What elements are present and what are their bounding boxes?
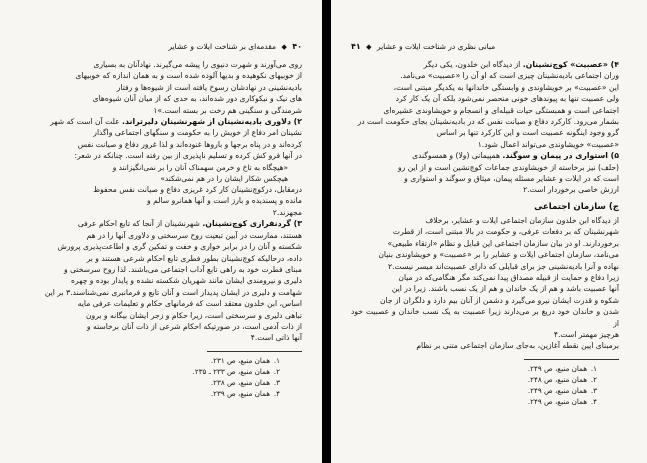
section-5 — [351, 150, 619, 196]
text-line: از خوبیهای نکوهیده و بدیها آلوده شده است و به همان اندازه که خوبیهای — [75, 71, 302, 81]
text-line — [12, 116, 302, 127]
text-line: ولی عصبیت تنها به پیوندهای خونی منحصر نمی‌شود بلکه آن یک کار کرد — [395, 94, 619, 104]
text-line: روی می‌آورند و شهرت دنیوی را پیشه می‌گیرند. نهادآنان به بسیاری — [93, 60, 302, 69]
footnote-number: ۱. — [590, 363, 597, 373]
quote-line: «هیچگاه به تاخ و خرمن سهمناک آنان را بر نمی‌انگیزانند و — [112, 162, 288, 172]
left-page-number: ۴۰ — [292, 42, 302, 51]
footnote-divider — [524, 359, 619, 360]
left-header-title: مقدمه‌ای بر شناخت ایلات و عشایر — [168, 42, 277, 51]
footnote — [12, 355, 302, 366]
text-line: شهامت و دلیری در ایشان پدیدار است و آنان تابع و فرمانبری نمی‌شناسند.۳ بر این — [44, 287, 302, 297]
text-line: از دیدگاه ابن خلدون سازمان اجتماعی ایلات و عشایر، برخلاف — [425, 215, 619, 225]
text-line: از ذات آدمی است، در صورتیکه احکام شرعی از ذات آنان برخاسته و — [86, 321, 302, 331]
left-page — [0, 0, 322, 463]
footnote-divider — [207, 351, 302, 352]
footnote-text: همان منبع، ص ۲۴۹. — [527, 385, 587, 395]
text-line: است که در ایلات و عشایر مسئله پیمان، میثاق و سوگند و استواری و — [404, 174, 619, 184]
text-line: «عصبیت» خویشاوندی می‌تواند اعمال شود.۱ — [477, 139, 619, 149]
section-4-first-line: از دیدگاه ابن خلدون، یکی دیگر — [423, 60, 521, 69]
text-line: بشمار می‌رود. کارکرد دفاع و صیانت نفس که در بادیه‌نشینان بجای حکومت است در — [357, 117, 619, 127]
text-line — [12, 218, 302, 229]
footnote-text: همان منبع، ص ۲۳۳ ـ ۲۳۵. — [192, 366, 270, 376]
right-header-title: مبانی نظری در شناخت ایلات و عشایر — [376, 42, 496, 51]
text-line: آنها عصبیت باشد و هم از یک خاندان و هم از یک نسب باشند. زیرا در این — [391, 284, 619, 294]
text-line: های نیک و نیکوکاری دور شده‌اند، به حدی که از میان آنان شیوه‌های — [92, 94, 302, 104]
footnote — [12, 388, 302, 399]
section-3 — [12, 218, 302, 343]
footnote-text: همان منبع، ص ۲۳۹. — [210, 388, 270, 398]
right-page — [331, 0, 647, 463]
text-line: نهاده و آنرا بادیه‌نشینی جز برای قبایلی که دارای عصبیت‌اند میسر نیست.۲ — [388, 261, 619, 271]
footnote-text: همان منبع، ص ۲۴۹. — [527, 396, 587, 406]
left-intro-paragraph — [12, 59, 302, 116]
text-line: تباهی دلیری و سرسختی است، زیرا حکام و زجر ایشان بیگانه و برون — [85, 310, 302, 320]
text-line: این «عصبیت» بر خویشاوندی و وابستگی خاندانها به یکدیگر مبتنی است، — [393, 82, 619, 92]
footnote — [351, 374, 619, 385]
text-line: در آنها فرو کش کرده و تسلیم ناپذیری از بین رفته است. چنانکه در شعر: — [74, 151, 302, 161]
footnote-text: همان منبع، ص ۲۳۸. — [210, 377, 270, 387]
text-line: شکسته و آنان را در برابر خواری و خفت و تمکین گری و اطاعت‌پذیری پرورش — [57, 242, 302, 252]
text-line: کرده‌اند و در پناه برجها و باروها غنوده‌اند و لذا غرور دفاع و صیانت نفس — [77, 139, 302, 149]
text-line: ارزش خاصی برخوردار است.۲ — [523, 185, 619, 195]
section-c-title: ج) سازمان اجتماعی — [534, 201, 619, 212]
text-line: مبنای فطرت خود به راهی تابع آداب اجتماعی می‌باشند. لذا روح سرسختی و — [64, 264, 302, 274]
text-line: هرچیز مهمتر است.۴ — [553, 329, 619, 339]
text-line: شکوه و قدرت ایشان نیرو می‌گیرد و دشمن از آنان بیم دارد و دلگران از جان — [379, 295, 619, 305]
text-line: اساس، ابن خلدون معتقد است که فرمانهای حکام و تعلیمات عرفی مایه — [77, 299, 302, 309]
text-line: (حلف) نیز برخاسته از خویشاوندی جماعات کوچ‌نشین است و از این رو — [398, 162, 619, 172]
footnote — [12, 366, 302, 377]
section-5-heading: ۵) استواری در پیمان و سوگند. — [502, 151, 619, 161]
right-footnotes — [351, 363, 619, 407]
section-4 — [351, 59, 619, 150]
section-4-heading: ۴) «عصبیت» کوچ‌نشینان. — [522, 60, 619, 69]
bullet-icon: ◆ — [366, 43, 372, 51]
section-5-first-line: همپیمانی (ولا) و همسوگندی — [412, 151, 500, 161]
left-header-group — [168, 42, 302, 51]
footnote-number: ۴. — [590, 396, 597, 406]
text-line: مانده و پسندیده و بارز است و آنها همانرو سالم و — [147, 196, 302, 206]
footnote-number: ۱. — [273, 355, 280, 365]
bullet-icon: ◆ — [281, 43, 287, 51]
left-footnotes — [12, 355, 302, 399]
section-c-closing: برمبنای ایین نقطه آغازین، به‌جای سازمان اجتماعی متنی بر نظام — [416, 341, 619, 351]
footnote — [351, 396, 619, 407]
footnote-number: ۲. — [590, 374, 597, 384]
text-line: گرو وجود اینگونه عصبیت است و این کارکرد تنها بر اساس — [436, 128, 619, 138]
section-2-heading: ۲) دلاوری بادیه‌نشینان از شهرنشینان دلیرتر‌اند. — [122, 117, 302, 127]
right-header-group — [351, 42, 495, 51]
text-line: وران اجتماعی بادیه‌نشینان چیزی است که او آن را «عصبیت» می‌نامد. — [400, 71, 619, 81]
text-line: آنها ذاتی است.۴ — [250, 333, 302, 343]
footnote-number: ۳. — [273, 377, 280, 387]
text-line — [351, 59, 619, 70]
text-line: مجهزند.۲ — [272, 207, 302, 217]
text-line: نشینان امر دفاع از خویش را به حکومت و سنگهای اجتماعی واگذار — [93, 128, 302, 138]
text-line — [351, 150, 619, 161]
text-line: می‌نامد، سازمان اجتماعی ایلات و عشایر را بر «عصبیت» و خویشاوندی بنیان — [378, 250, 619, 260]
quote-line: هیچکس شکار ایشان را در هم نمی‌شکند» — [160, 173, 288, 183]
footnote-text: همان منبع، ص ۲۴۸. — [527, 374, 587, 384]
footnote — [351, 363, 619, 374]
right-running-head — [351, 42, 619, 51]
footnote — [351, 385, 619, 396]
footnote-text: همان منبع، ص ۲۴۹. — [527, 363, 587, 373]
text-line: بادیه‌نشینی در نهادشان رسوخ یافته است از شیوه‌ها و رفتار — [116, 82, 302, 92]
section-3-first-line: شهرنشینان از آنجا که تابع احکام عرفی — [77, 219, 200, 229]
section-2-first-line: علت آن است که شهر — [50, 117, 120, 127]
text-line: برخوردارند. او در بیان سازمان اجتماعی این قبایل و نظام «ارتقاء طبیعی» — [387, 238, 619, 248]
footnote — [12, 377, 302, 388]
section-3-heading: ۳) گردنفرازی کوچ‌نشینان. — [202, 219, 302, 229]
section-c — [351, 215, 619, 352]
text-line: شهرنشینان که بر دفعات عرفی، و حکومت در بالا مبتنی است، از قطرت — [392, 227, 619, 237]
footnote-number: ۲. — [273, 366, 280, 376]
text-line: داده، درحالیکه کوچ‌نشینان بطور فطری تابع احکام شرعی هستند و بر — [86, 253, 302, 263]
footnote-text: همان منبع، ص ۲۳۱. — [210, 355, 270, 365]
left-running-head — [12, 42, 302, 51]
footnote-number: ۳. — [590, 385, 597, 395]
text-line: زیرا دفاع و حمایت از قبیله مصداق پیدا نمی‌کند مگر هنگامی‌که در میان — [398, 272, 619, 282]
section-2 — [12, 116, 302, 218]
text-line: درمقابل، درکوچ‌نشینان کار کرد غریزی دفاع و صیانت نفس محفوظ — [93, 185, 302, 195]
text-line: شدن و خاندان خود دریغ بر می‌دارند زیرا عصبیت به یک نسب خاندان و عصبیت خود از — [351, 307, 619, 328]
footnote-number: ۴. — [273, 388, 280, 398]
text-line: شرمندگی و سنگینی هم رخت بر بسته است.»۱ — [153, 105, 302, 115]
text-line: هستند، ممارست در آیین تبعیت روح سرسختی و دلاوری آنها را در هم — [86, 230, 302, 240]
text-line: دلیری و نیرومندی ایشان مانند شهریان شکسته نشده و پایدار بوده و چهره — [71, 276, 302, 286]
text-line: اجتماعی است و همبستگی حیات قبیله‌ای و انسجام و خویشاوندی عشیره‌ای — [383, 105, 619, 115]
right-page-number: ۴۱ — [351, 42, 361, 51]
